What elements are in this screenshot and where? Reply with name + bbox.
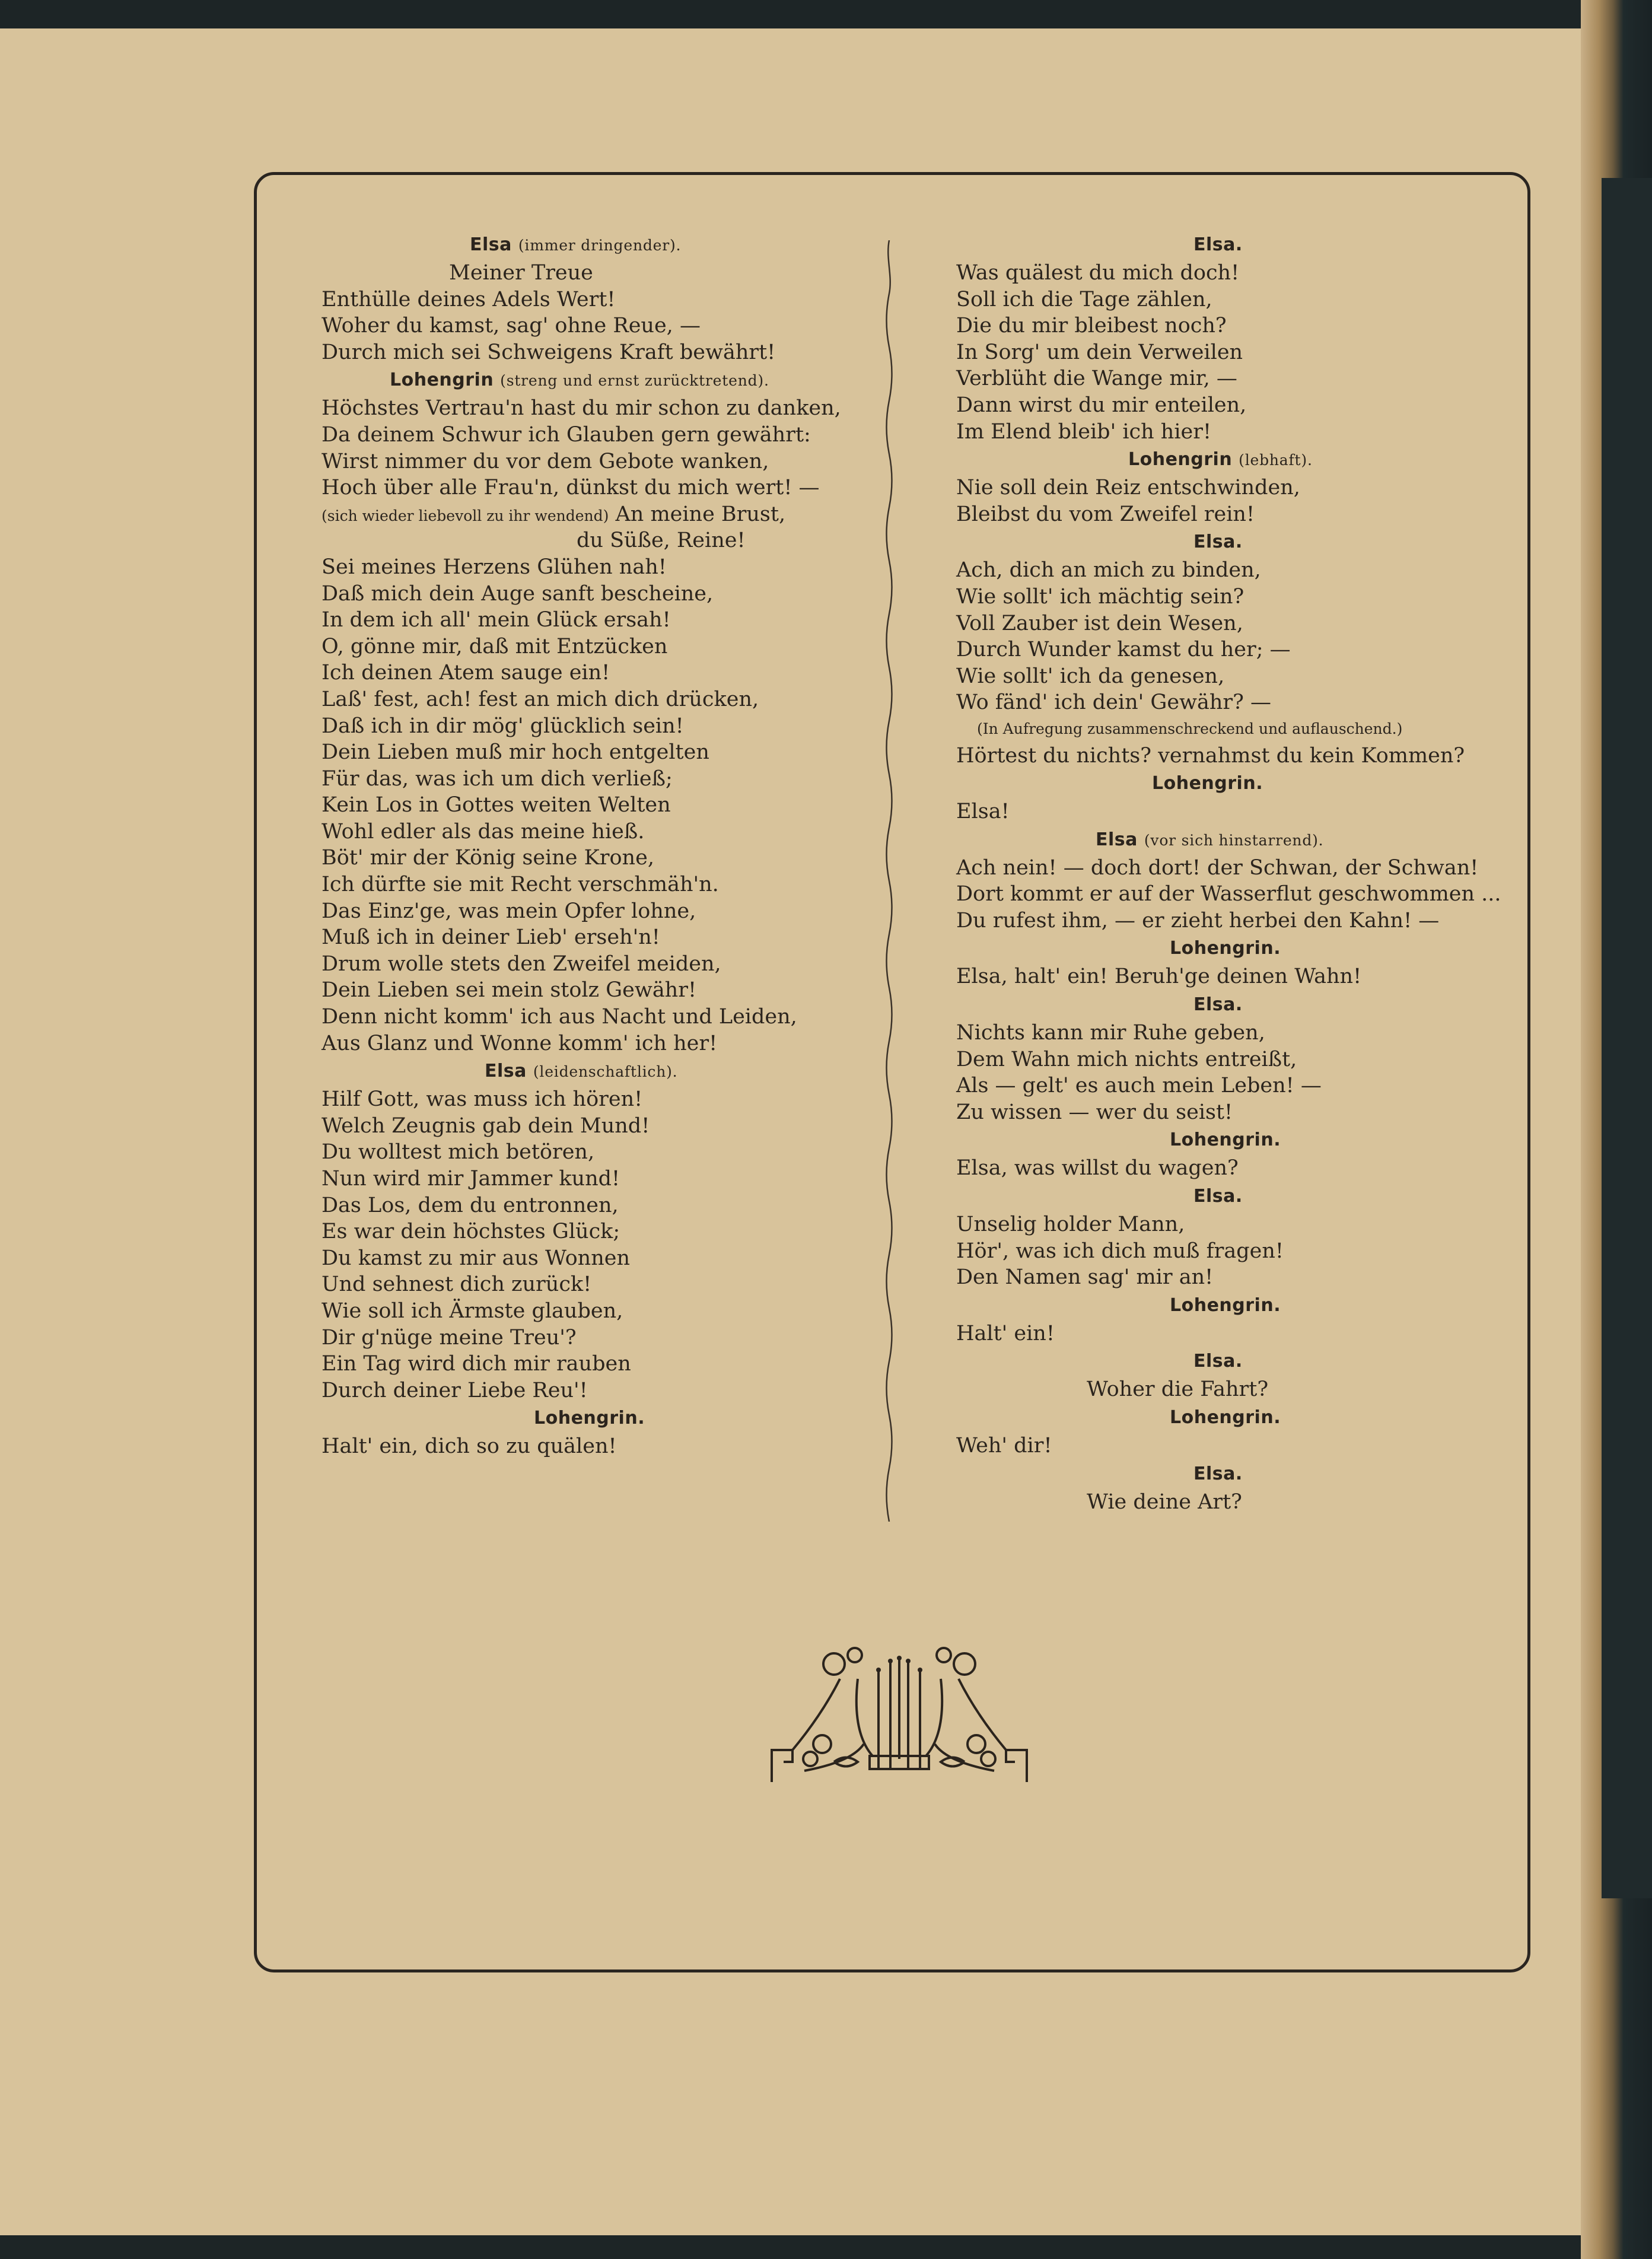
verse-line: Die du mir bleibest noch?: [956, 314, 1227, 338]
speaker-heading: [322, 1057, 915, 1086]
verse-line: Muß ich in deiner Lieb' erseh'n!: [322, 925, 660, 950]
stage-direction: (streng und ernst zurücktretend).: [500, 372, 769, 390]
speaker-heading: [956, 1125, 1490, 1155]
speaker-heading: [956, 1459, 1490, 1489]
verse-line: [322, 501, 915, 528]
speaker-name: Lohengrin.: [1170, 938, 1281, 959]
speaker-heading: [956, 1182, 1490, 1211]
book-spine-shadow: [1602, 178, 1652, 1898]
verse-line: Dort kommt er auf der Wasserflut geschwommen ...: [956, 882, 1501, 906]
verse-line: Sei meines Herzens Glühen nah!: [322, 555, 667, 579]
verse-line: Hoch über alle Frau'n, dünkst du mich wert! —: [322, 476, 820, 500]
verse-line: Ich dürfte sie mit Recht verschmäh'n.: [322, 873, 719, 897]
verse-line: In Sorg' um dein Verweilen: [956, 340, 1243, 364]
verse-line: Laß' fest, ach! fest an mich dich drücken,: [322, 687, 759, 711]
verse-line: Was quälest du mich doch!: [956, 261, 1240, 285]
verse-line: Kein Los in Gottes weiten Welten: [322, 793, 671, 817]
speaker-name: Elsa.: [1193, 234, 1243, 255]
speaker-name: Elsa.: [1193, 1186, 1243, 1207]
verse-line: Hör', was ich dich muß fragen!: [956, 1239, 1284, 1263]
speaker-name: Elsa.: [1193, 532, 1243, 553]
verse-line: Du wolltest mich betören,: [322, 1140, 595, 1165]
speaker-name: Elsa.: [1193, 1351, 1243, 1372]
verse-line: Es war dein höchstes Glück;: [322, 1220, 620, 1244]
speaker-name: Lohengrin.: [1152, 773, 1263, 794]
verse-line: Zu wissen — wer du seist!: [956, 1100, 1233, 1124]
verse-line: Böt' mir der König seine Krone,: [322, 846, 654, 870]
verse-line: Welch Zeugnis gab dein Mund!: [322, 1113, 650, 1138]
verse-line: Daß ich in dir mög' glücklich sein!: [322, 714, 684, 738]
stage-direction: (lebhaft).: [1239, 451, 1313, 469]
verse-line: Da deinem Schwur ich Glauben gern gewährt:: [322, 422, 811, 447]
speaker-heading: [956, 527, 1490, 557]
verse-text: An meine Brust,: [609, 502, 786, 526]
speaker-name: Lohengrin: [390, 370, 494, 391]
speaker-name: Elsa: [470, 234, 512, 255]
verse-line: In dem ich all' mein Glück ersah!: [322, 608, 671, 632]
verse-line: Durch deiner Liebe Reu'!: [322, 1378, 588, 1402]
verse-line: Denn nicht komm' ich aus Nacht und Leiden,: [322, 1005, 797, 1029]
verse-line: Wirst nimmer du vor dem Gebote wanken,: [322, 449, 769, 473]
verse-line: Woher du kamst, sag' ohne Reue, —: [322, 314, 701, 338]
stage-direction: (In Aufregung zusammenschreckend und auflauschend.): [977, 720, 1403, 737]
verse-line: Wie sollt' ich da genesen,: [956, 664, 1225, 688]
stage-direction: (immer dringender).: [518, 237, 682, 254]
speaker-heading: [322, 365, 915, 395]
speaker-heading: [956, 1347, 1490, 1376]
verse-line: Wie soll ich Ärmste glauben,: [322, 1299, 623, 1323]
verse-line: Elsa, was willst du wagen?: [956, 1156, 1239, 1181]
verse-line: Durch mich sei Schweigens Kraft bewährt!: [322, 340, 776, 364]
verse-line: Wie deine Art?: [1087, 1490, 1242, 1514]
verse-line: Elsa, halt' ein! Beruh'ge deinen Wahn!: [956, 965, 1362, 989]
speaker-name: Lohengrin: [1128, 449, 1233, 470]
verse-line: Das Einz'ge, was mein Opfer lohne,: [322, 899, 696, 923]
verse-line: Dein Lieben sei mein stolz Gewähr!: [322, 978, 697, 1003]
verse-line: Du rufest ihm, — er zieht herbei den Kahn! —: [956, 908, 1440, 933]
verse-line: Hilf Gott, was muss ich hören!: [322, 1087, 643, 1112]
verse-line: Als — gelt' es auch mein Leben! —: [956, 1074, 1322, 1098]
speaker-name: Lohengrin.: [1170, 1407, 1281, 1428]
verse-line: Enthülle deines Adels Wert!: [322, 287, 616, 311]
verse-line: Durch Wunder kamst du her; —: [956, 638, 1291, 662]
verse-line: Voll Zauber ist dein Wesen,: [956, 611, 1243, 635]
speaker-heading: [956, 825, 1490, 855]
column-divider: [884, 240, 895, 1522]
verse-line: Soll ich die Tage zählen,: [956, 287, 1212, 311]
verse-line: Nun wird mir Jammer kund!: [322, 1167, 620, 1191]
verse-line: Wie sollt' ich mächtig sein?: [956, 584, 1244, 609]
verse-line: Das Los, dem du entronnen,: [322, 1193, 619, 1217]
verse-line: Ein Tag wird dich mir rauben: [322, 1352, 631, 1376]
speaker-heading: [956, 230, 1490, 260]
speaker-name: Elsa: [485, 1061, 527, 1082]
verse-line: Dem Wahn mich nichts entreißt,: [956, 1047, 1297, 1071]
verse-line: Im Elend bleib' ich hier!: [956, 419, 1212, 444]
verse-line: Wo fänd' ich dein' Gewähr? —: [956, 691, 1272, 715]
stage-direction: (vor sich hinstarrend).: [1144, 831, 1324, 849]
right-text-column: [956, 230, 1501, 1515]
speaker-heading: [956, 1291, 1490, 1321]
verse-line: Elsa!: [956, 800, 1010, 824]
speaker-heading: [322, 230, 915, 260]
verse-line: Verblüht die Wange mir, —: [956, 367, 1237, 391]
stage-direction: (leidenschaftlich).: [533, 1063, 678, 1081]
speaker-heading: [956, 934, 1490, 963]
verse-line: Unselig holder Mann,: [956, 1213, 1185, 1237]
verse-line: Hörtest du nichts? vernahmst du kein Kommen?: [956, 743, 1465, 768]
verse-line: Ach nein! — doch dort! der Schwan, der Schwan!: [956, 855, 1479, 880]
verse-line: Woher die Fahrt?: [1087, 1377, 1269, 1402]
verse-line: Aus Glanz und Wonne komm' ich her!: [322, 1031, 718, 1055]
speaker-heading: [322, 1404, 915, 1433]
speaker-name: Elsa: [1096, 829, 1138, 850]
verse-line: Nie soll dein Reiz entschwinden,: [956, 476, 1300, 500]
speaker-name: Elsa.: [1193, 994, 1243, 1016]
verse-line: Ach, dich an mich zu binden,: [956, 558, 1261, 583]
speaker-heading: [956, 445, 1490, 475]
verse-line: Dann wirst du mir enteilen,: [956, 393, 1247, 417]
speaker-name: Lohengrin.: [1170, 1130, 1281, 1151]
verse-line: Und sehnest dich zurück!: [322, 1272, 592, 1297]
verse-line: Meiner Treue: [449, 261, 593, 285]
verse-line: Daß mich dein Auge sanft bescheine,: [322, 581, 714, 606]
verse-line: Höchstes Vertrau'n hast du mir schon zu danken,: [322, 396, 841, 421]
verse-line: du Süße, Reine!: [577, 529, 746, 553]
speaker-name: Lohengrin.: [1170, 1294, 1281, 1316]
verse-line: Weh' dir!: [956, 1434, 1052, 1458]
speaker-name: Elsa.: [1193, 1463, 1243, 1484]
verse-line: Drum wolle stets den Zweifel meiden,: [322, 952, 721, 976]
verse-line: Ich deinen Atem sauge ein!: [322, 661, 610, 685]
verse-line: Halt' ein!: [956, 1321, 1055, 1345]
left-text-column: [322, 230, 915, 1460]
verse-line: Wohl edler als das meine hieß.: [322, 819, 645, 844]
speaker-heading: [956, 769, 1490, 798]
lyre-ornament-icon: [769, 1643, 1030, 1782]
verse-line: O, gönne mir, daß mit Entzücken: [322, 634, 668, 658]
speaker-heading: [956, 1403, 1490, 1433]
verse-line: Den Namen sag' mir an!: [956, 1265, 1214, 1290]
verse-line: Halt' ein, dich so zu quälen!: [322, 1434, 617, 1459]
speaker-heading: [956, 990, 1490, 1020]
verse-line: Du kamst zu mir aus Wonnen: [322, 1246, 630, 1270]
stage-direction: (sich wieder liebevoll zu ihr wendend): [322, 507, 609, 524]
speaker-name: Lohengrin.: [534, 1408, 645, 1429]
verse-line: Dein Lieben muß mir hoch entgelten: [322, 740, 709, 765]
verse-line: Nichts kann mir Ruhe geben,: [956, 1021, 1265, 1045]
verse-line: Bleibst du vom Zweifel rein!: [956, 502, 1255, 526]
verse-line: Für das, was ich um dich verließ;: [322, 766, 673, 791]
verse-line: Dir g'nüge meine Treu'?: [322, 1325, 577, 1350]
